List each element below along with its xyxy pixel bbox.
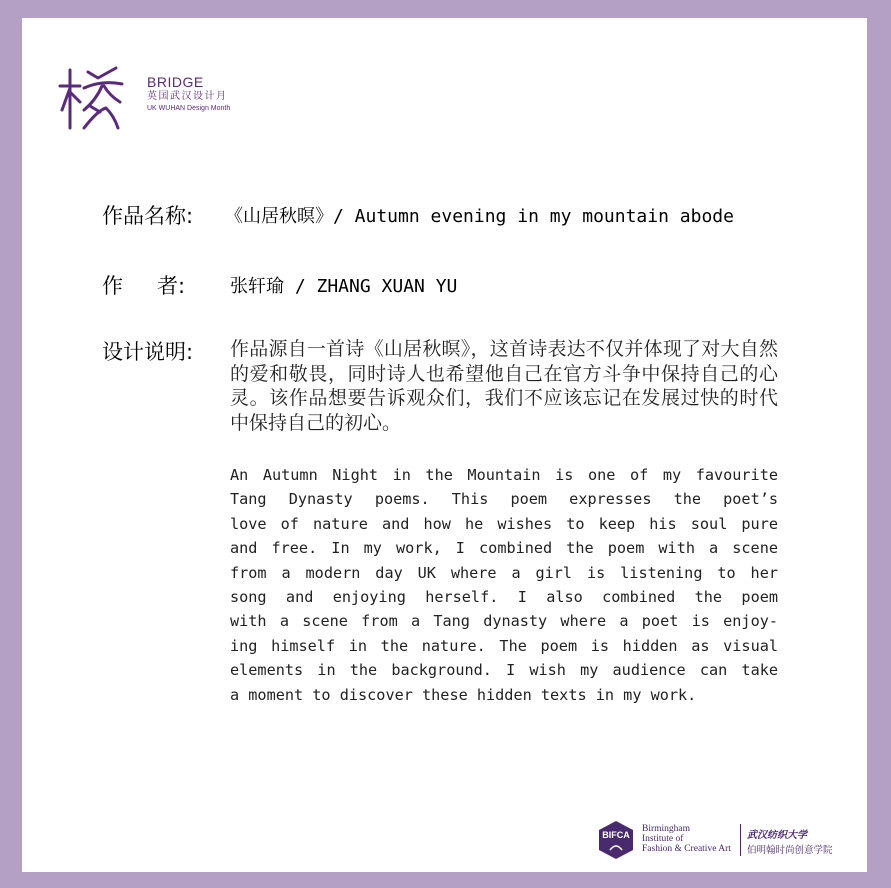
- description-english-line: from a modern day UK where a girl is listening to her: [230, 563, 778, 582]
- description-label: 设计说明:: [102, 340, 194, 364]
- description-english-line: Tang Dynasty poems. This poem expresses the poet’s: [230, 490, 778, 509]
- description-english-line: love of nature and how he wishes to keep his soul pure: [230, 514, 778, 533]
- footer-divider: [740, 824, 741, 856]
- bifca-line: Fashion & Creative Art: [642, 844, 731, 854]
- logo-line-bridge: BRIDGE: [147, 74, 204, 90]
- title-value: 《山居秋暝》/ Autumn evening in my mountain abode: [225, 206, 734, 227]
- description-english-line: song and enjoying herself. I also combined the poem: [230, 588, 778, 607]
- bifca-line: Birmingham: [642, 824, 691, 834]
- bifca-badge-text: BIFCA: [602, 830, 630, 840]
- description-english-line: An Autumn Night in the Mountain is one of my favourite: [230, 466, 778, 484]
- description-english-line: a moment to discover these hidden texts in my work.: [230, 685, 697, 704]
- bifca-hexagon-icon: [597, 820, 635, 860]
- title-label: 作品名称:: [102, 204, 194, 228]
- footer-logos: [597, 818, 847, 862]
- description-english-line: elements in the background. I wish my audience can take: [230, 661, 778, 680]
- description-english-line: and free. In my work, I combined the poem with a scene: [230, 539, 778, 558]
- bifca-line: Institute of: [642, 834, 684, 844]
- author-label-char2: 者:: [157, 274, 186, 298]
- logo-text: [147, 75, 230, 114]
- bifca-chinese-name: 伯明翰时尚创意学院: [747, 845, 833, 856]
- author-label: [102, 274, 185, 298]
- description-english: [230, 463, 778, 707]
- bridge-logo-icon: [58, 66, 126, 130]
- description-english-line: ing himself in the nature. The poem is hidden as visual: [230, 636, 778, 655]
- author-label-char1: 作: [102, 274, 123, 298]
- bifca-name: [642, 824, 731, 854]
- description-chinese: 作品源自一首诗《山居秋暝》，这首诗表达不仅并体现了对大自然的爱和敬畏，同时诗人也希望他自己在官方斗争中保持自己的心灵。该作品想要告诉观众们，我们不应该忘记在发展过快的时代中保持自己的初心。: [230, 338, 778, 434]
- author-value: 张轩瑜 / ZHANG XUAN YU: [230, 276, 458, 297]
- logo-line-english: UK WUHAN Design Month: [147, 105, 231, 112]
- wuhan-textile-university-name: 武汉纺织大学: [747, 830, 807, 841]
- poster-card: [22, 18, 867, 872]
- logo-line-chinese: 英国武汉设计月: [147, 91, 228, 102]
- description-english-line: with a scene from a Tang dynasty where a poet is enjoy-: [230, 612, 778, 631]
